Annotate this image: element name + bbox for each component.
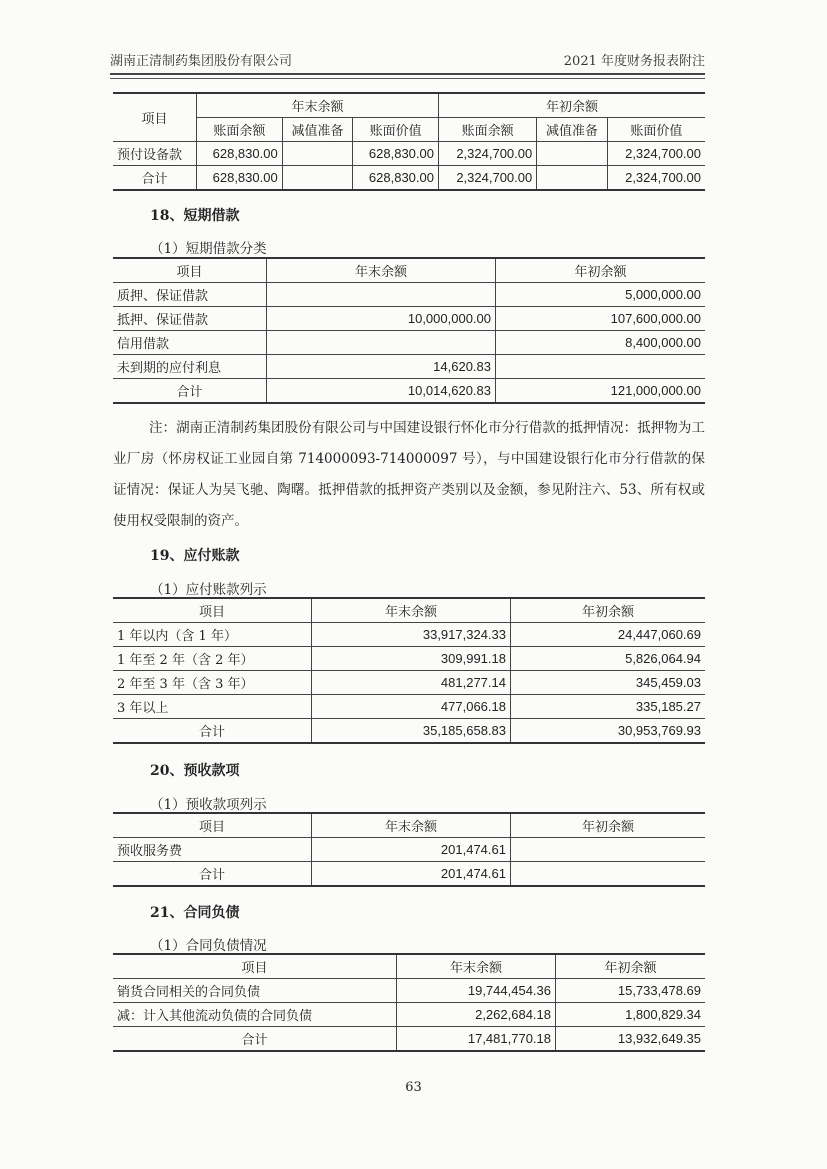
section-title: 20、预收款项 [150, 763, 240, 779]
col-header: 年初余额 [556, 954, 706, 979]
cell: 10,000,000.00 [267, 307, 496, 331]
cell: 107,600,000.00 [496, 307, 706, 331]
table-row [113, 142, 705, 166]
loan-note: 注：湖南正清制药集团股份有限公司与中国建设银行怀化市分行借款的抵押情况：抵押物为工业厂房（怀房权证工业园自第 714000093-714000097 号），与中国建设银行化市分行借款的保证情况：保证人为吴飞驰、陶曙。抵押借款的抵押资产类别以及金额，参见附注六、53、所有权或使用权受限制的资产。 [113, 420, 705, 529]
table-row [113, 166, 705, 191]
sub-header: 账面价值 [353, 118, 439, 142]
section-title: 21、合同负债 [150, 905, 240, 921]
sub-header: 减值准备 [537, 118, 608, 142]
cell: 合计 [113, 719, 312, 744]
cell: 30,953,769.93 [511, 719, 706, 744]
cell [511, 838, 706, 862]
cell: 预付设备款 [113, 142, 197, 166]
cell: 3 年以上 [113, 695, 312, 719]
cell: 2,262,684.18 [397, 1003, 556, 1027]
cell: 2,324,700.00 [607, 166, 705, 191]
sub-header: 减值准备 [282, 118, 353, 142]
sub-title: （1）应付账款列示 [150, 582, 267, 598]
cell [496, 355, 706, 379]
page-number: 63 [405, 1080, 422, 1095]
cell [537, 142, 608, 166]
cell: 14,620.83 [267, 355, 496, 379]
cell [282, 166, 353, 191]
cell: 24,447,060.69 [511, 623, 706, 647]
cell: 预收服务费 [113, 838, 312, 862]
col-header: 年末余额 [312, 813, 511, 838]
table-row [113, 307, 705, 331]
cell: 5,826,064.94 [511, 647, 706, 671]
table-row [113, 379, 705, 404]
col-header: 年末余额 [397, 954, 556, 979]
cell: 628,830.00 [353, 166, 439, 191]
cell: 1,800,829.34 [556, 1003, 706, 1027]
cell: 1 年以内（含 1 年） [113, 623, 312, 647]
cell: 35,185,658.83 [312, 719, 511, 744]
advance-receipts-block [113, 812, 705, 887]
section-title: 19、应付账款 [150, 548, 240, 564]
prepayment-table-block [113, 92, 705, 191]
table-row [113, 719, 705, 744]
report-title: 2021 年度财务报表附注 [563, 54, 705, 69]
cell: 33,917,324.33 [312, 623, 511, 647]
cell: 信用借款 [113, 331, 267, 355]
cell [267, 283, 496, 307]
company-name: 湖南正清制药集团股份有限公司 [110, 54, 293, 69]
section-title: 18、短期借款 [150, 208, 240, 224]
contract-liabilities-block [113, 953, 705, 1052]
sub-title: （1）短期借款分类 [150, 241, 267, 257]
short-term-loans-block [113, 257, 705, 404]
col-header: 年初余额 [496, 258, 706, 283]
cell: 合计 [113, 1027, 397, 1052]
cell: 628,830.00 [353, 142, 439, 166]
cell [267, 331, 496, 355]
cell: 201,474.61 [312, 838, 511, 862]
cell: 未到期的应付利息 [113, 355, 267, 379]
cell: 13,932,649.35 [556, 1027, 706, 1052]
cell: 合计 [113, 379, 267, 404]
table-row [113, 623, 705, 647]
cell: 2,324,700.00 [439, 166, 537, 191]
table-row [113, 1027, 705, 1052]
sub-header: 账面余额 [439, 118, 537, 142]
sub-header: 账面价值 [607, 118, 705, 142]
table-row [113, 862, 705, 887]
table-row [113, 331, 705, 355]
group-end-header: 年末余额 [197, 93, 439, 118]
cell: 19,744,454.36 [397, 979, 556, 1003]
table-row [113, 838, 705, 862]
cell: 201,474.61 [312, 862, 511, 887]
sub-title: （1）预收款项列示 [150, 797, 267, 813]
contract-liabilities-table [113, 953, 705, 1052]
cell: 销货合同相关的合同负债 [113, 979, 397, 1003]
col-header: 年初余额 [511, 813, 706, 838]
col-header: 年末余额 [312, 598, 511, 623]
cell: 质押、保证借款 [113, 283, 267, 307]
col-item-header: 项目 [113, 93, 197, 142]
col-header: 年初余额 [511, 598, 706, 623]
cell: 17,481,770.18 [397, 1027, 556, 1052]
short-term-loans-table [113, 257, 705, 404]
cell: 8,400,000.00 [496, 331, 706, 355]
group-begin-header: 年初余额 [439, 93, 706, 118]
table-row [113, 1003, 705, 1027]
col-header: 项目 [113, 954, 397, 979]
cell: 2,324,700.00 [607, 142, 705, 166]
cell: 抵押、保证借款 [113, 307, 267, 331]
advance-receipts-table [113, 812, 705, 887]
prepayment-table [113, 92, 705, 191]
col-header: 项目 [113, 598, 312, 623]
table-row [113, 671, 705, 695]
table-row [113, 355, 705, 379]
cell [511, 862, 706, 887]
accounts-payable-block [113, 597, 705, 744]
accounts-payable-table [113, 597, 705, 744]
table-row [113, 979, 705, 1003]
col-header: 项目 [113, 813, 312, 838]
cell: 309,991.18 [312, 647, 511, 671]
cell: 628,830.00 [197, 166, 283, 191]
cell: 345,459.03 [511, 671, 706, 695]
cell: 减：计入其他流动负债的合同负债 [113, 1003, 397, 1027]
cell: 481,277.14 [312, 671, 511, 695]
table-row [113, 695, 705, 719]
cell: 合计 [113, 862, 312, 887]
page-header [110, 50, 705, 75]
cell: 5,000,000.00 [496, 283, 706, 307]
cell: 335,185.27 [511, 695, 706, 719]
cell: 2 年至 3 年（含 3 年） [113, 671, 312, 695]
cell: 477,066.18 [312, 695, 511, 719]
cell: 2,324,700.00 [439, 142, 537, 166]
cell: 合计 [113, 166, 197, 191]
table-row [113, 283, 705, 307]
cell: 15,733,478.69 [556, 979, 706, 1003]
cell: 628,830.00 [197, 142, 283, 166]
table-row [113, 647, 705, 671]
sub-header: 账面余额 [197, 118, 283, 142]
cell: 121,000,000.00 [496, 379, 706, 404]
cell [282, 142, 353, 166]
cell: 1 年至 2 年（含 2 年） [113, 647, 312, 671]
cell [537, 166, 608, 191]
col-header: 项目 [113, 258, 267, 283]
sub-title: （1）合同负债情况 [150, 938, 267, 954]
cell: 10,014,620.83 [267, 379, 496, 404]
col-header: 年末余额 [267, 258, 496, 283]
